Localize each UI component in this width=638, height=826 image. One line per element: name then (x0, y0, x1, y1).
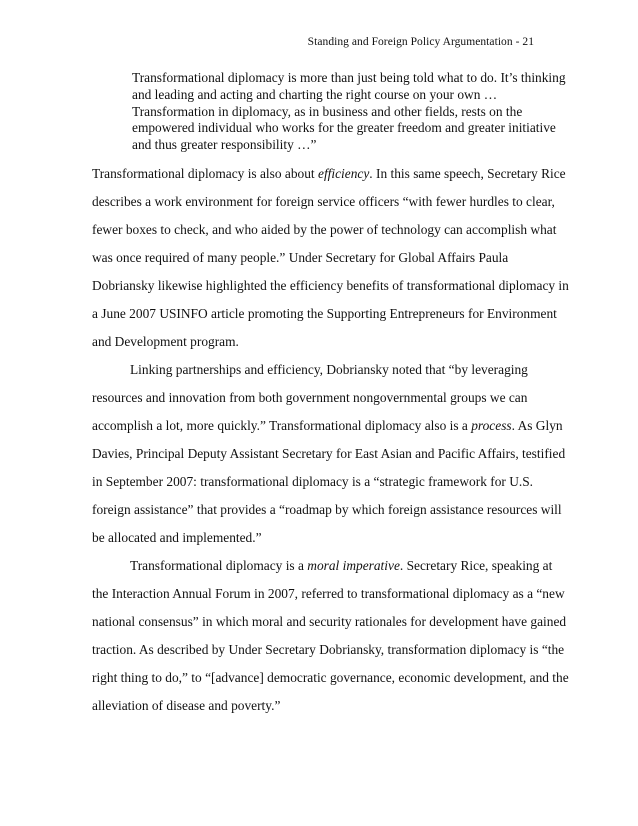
block-quote (132, 70, 566, 154)
block-quote-line: Transformation in diplomacy, as in business and other fields, rests on the (132, 103, 523, 119)
paragraph-line: describes a work environment for foreign service officers “with fewer hurdles to clear, (92, 194, 555, 209)
paragraph-moral-imperative (92, 552, 569, 720)
paragraph-line: Davies, Principal Deputy Assistant Secretary for East Asian and Pacific Affairs, testified (92, 446, 566, 461)
paragraph-process (92, 356, 566, 552)
paragraph-line: and Development program. (92, 334, 239, 349)
paragraph-line (92, 160, 566, 188)
text-run: . As Glyn (511, 418, 563, 433)
paragraph-line: in September 2007: transformational diplomacy is a “strategic framework for U.S. (92, 474, 534, 489)
paragraph-line: a June 2007 USINFO article promoting the Supporting Entrepreneurs for Environment (92, 306, 557, 321)
emphasis-process: process (471, 418, 512, 433)
block-quote-line: empowered individual who works for the greater freedom and greater initiative (132, 120, 556, 136)
paragraph-line: national consensus” in which moral and security rationales for development have gained (92, 614, 567, 629)
text-run: Transformational diplomacy is a (130, 558, 308, 573)
emphasis-efficiency: efficiency (318, 166, 370, 181)
paragraph-line: the Interaction Annual Forum in 2007, referred to transformational diplomacy as a “new (92, 586, 565, 601)
paragraph-line: was once required of many people.” Under Secretary for Global Affairs Paula (92, 250, 509, 265)
emphasis-moral-imperative: moral imperative (307, 558, 400, 573)
running-head: Standing and Foreign Policy Argumentation - 21 (307, 36, 534, 48)
text-run: . Secretary Rice, speaking at (399, 558, 553, 573)
paragraph-line: Linking partnerships and efficiency, Dobriansky noted that “by leveraging (130, 362, 528, 377)
paragraph-line: alleviation of disease and poverty.” (92, 698, 281, 713)
paragraph-line: be allocated and implemented.” (92, 530, 262, 545)
paragraph-line: traction. As described by Under Secretary Dobriansky, transformation diplomacy is “the (92, 642, 565, 657)
block-quote-line: and leading and acting and charting the right course on your own … (132, 86, 498, 102)
text-run: Transformational diplomacy is also about (92, 166, 318, 181)
paragraph-line (92, 552, 552, 580)
block-quote-line: and thus greater responsibility …” (132, 137, 317, 153)
paragraph-line: foreign assistance” that provides a “roadmap by which foreign assistance resources will (92, 502, 562, 517)
text-run: accomplish a lot, more quickly.” Transformational diplomacy also is a (92, 418, 472, 433)
paragraph-efficiency (92, 160, 569, 356)
block-quote-line: Transformational diplomacy is more than just being told what to do. It’s thinking (132, 70, 566, 85)
paragraph-line: right thing to do,” to “[advance] democratic governance, economic development, and the (92, 670, 569, 685)
paragraph-line: resources and innovation from both government nongovernmental groups we can (92, 390, 528, 405)
body-text (92, 160, 569, 720)
text-run: . In this same speech, Secretary Rice (369, 166, 566, 181)
paragraph-line: Dobriansky likewise highlighted the efficiency benefits of transformational diplomacy in (92, 278, 569, 293)
paragraph-line: fewer boxes to check, and who aided by the power of technology can accomplish what (92, 222, 557, 237)
paragraph-line (92, 412, 563, 440)
